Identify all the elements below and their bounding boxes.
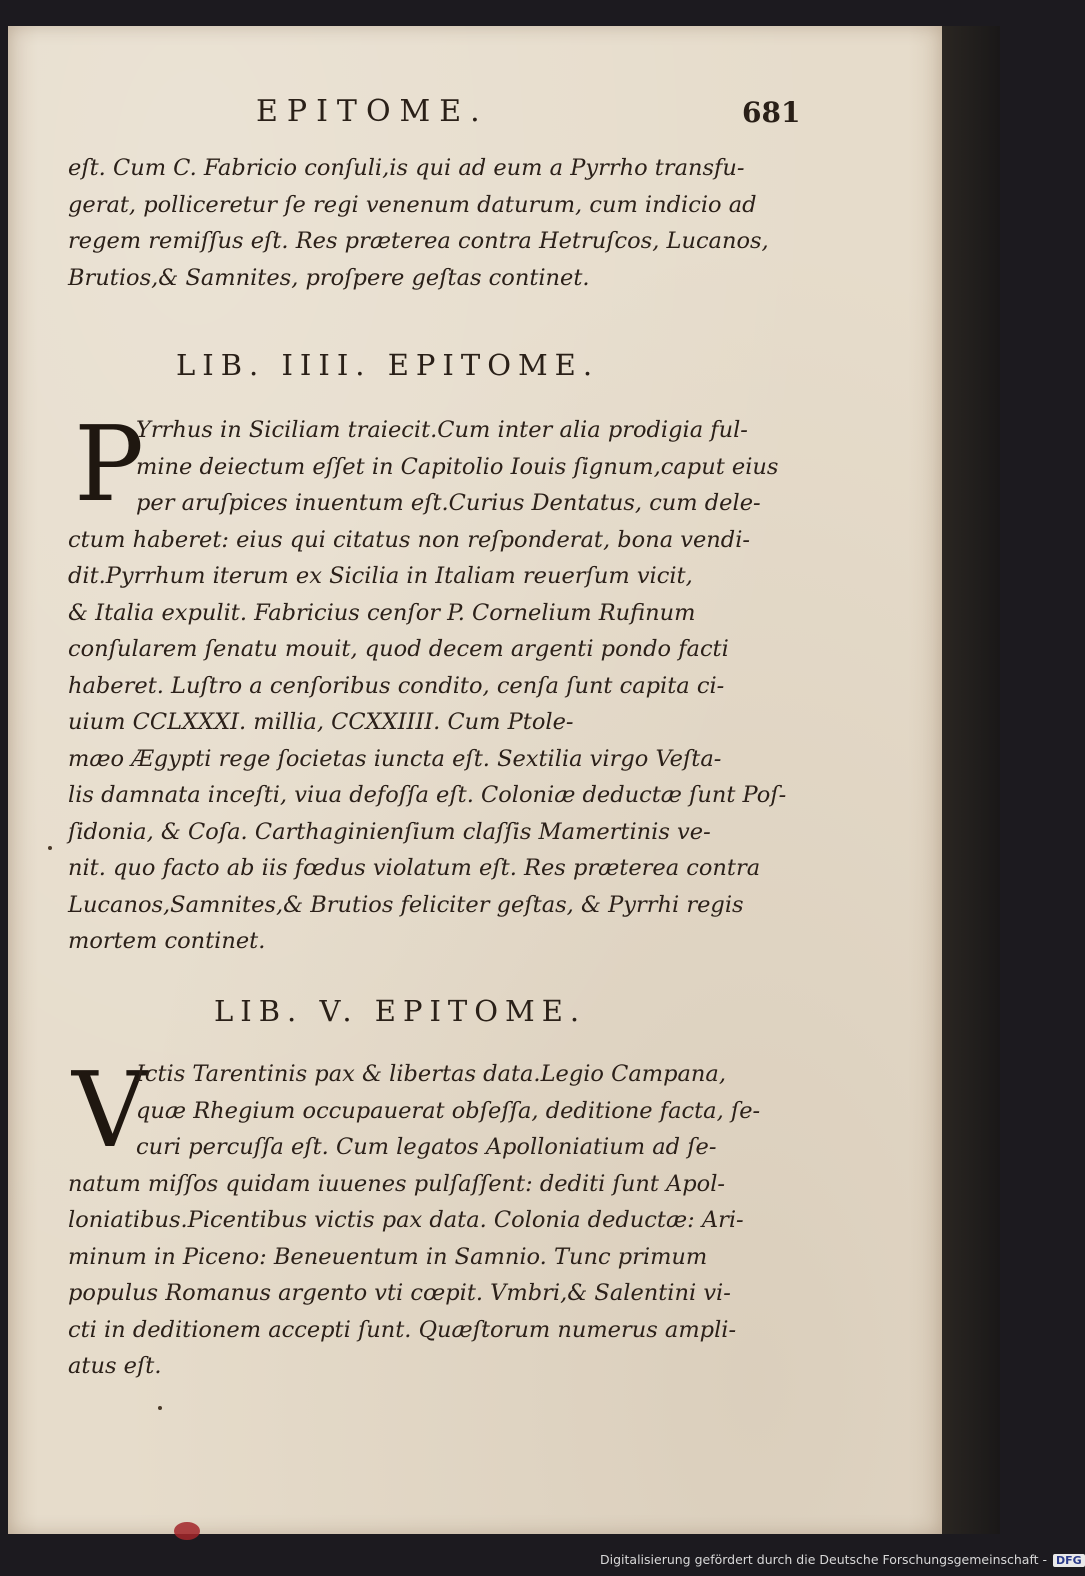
text-line: mine deiectum eſſet in Capitolio Iouis ſignum,caput eius: [136, 453, 779, 480]
text-line: dit.Pyrrhum iterum ex Sicilia in Italiam reuerſum vicit,: [68, 563, 693, 589]
text-line: regem remiſſus eſt. Res præterea contra Hetruſcos, Lucanos,: [68, 228, 769, 254]
text-line: atus eſt.: [68, 1353, 162, 1379]
text-line: populus Romanus argento vti cœpit. Vmbri,& Salentini vi-: [68, 1280, 731, 1306]
text-line: Ictis Tarentinis pax & libertas data.Legio Campana,: [136, 1061, 726, 1087]
text-line: curi percuſſa eſt. Cum legatos Apolloniatium ad ſe-: [136, 1134, 717, 1160]
red-stain: [174, 1522, 200, 1540]
paper-speck: [158, 1406, 162, 1410]
text-line: mortem continet.: [68, 928, 266, 954]
continuation-paragraph: [68, 150, 769, 296]
text-line: per aruſpices inuentum eſt.Curius Dentatus, cum dele-: [136, 490, 761, 516]
text-line: Yrrhus in Siciliam traiecit.Cum inter alia prodigia ful-: [136, 417, 748, 443]
text-line: quæ Rhegium occupauerat obſeſſa, deditione facta, ſe-: [136, 1097, 761, 1124]
text-line: loniatibus.Picentibus victis pax data. Colonia deductæ: Ari-: [68, 1207, 744, 1233]
text-line: eſt. Cum C. Fabricio conſuli,is qui ad eum a Pyrrho transfu-: [68, 155, 745, 181]
book-4-paragraph: [68, 403, 787, 960]
text-line: Brutios,& Samnites, proſpere geſtas continet.: [68, 264, 590, 291]
text-line: ctum haberet: eius qui citatus non reſponderat, bona vendi-: [68, 526, 750, 553]
running-title: EPITOME.: [256, 94, 489, 129]
text-line: & Italia expulit. Fabricius cenſor P. Cornelium Rufinum: [68, 599, 696, 626]
drop-cap-v: V: [72, 1049, 148, 1171]
book-5-paragraph: [68, 1049, 761, 1385]
drop-cap-p: P: [74, 403, 144, 525]
book-page: [8, 26, 942, 1534]
book-edge: [942, 26, 1000, 1534]
text-line: nit. quo facto ab iis fœdus violatum eſt. Res præterea contra: [68, 855, 761, 881]
page-header: [8, 74, 942, 129]
page-number: 681: [742, 96, 801, 129]
text-line: cti in deditionem accepti ſunt. Quæſtorum numerus ampli-: [68, 1316, 737, 1343]
text-line: lis damnata inceſti, viua defoſſa eſt. Coloniæ deductæ ſunt Poſ-: [68, 782, 787, 808]
credit-text: Digitalisierung gefördert durch die Deutsche Forschungsgemeinschaft -: [600, 1552, 1048, 1567]
text-line: natum miſſos quidam iuuenes pulſaſſent: dediti ſunt Apol-: [68, 1170, 726, 1197]
paper-speck: [48, 846, 52, 850]
text-line: Lucanos,Samnites,& Brutios feliciter geſtas, & Pyrrhi regis: [68, 891, 744, 918]
digitization-credit: [600, 1552, 1085, 1567]
text-line: gerat, polliceretur ſe regi venenum daturum, cum indicio ad: [68, 191, 757, 218]
section-title-book-4: LIB. IIII. EPITOME.: [176, 348, 600, 382]
text-line: haberet. Luſtro a cenſoribus condito, cenſa ſunt capita ci-: [68, 672, 725, 699]
text-line: minum in Piceno: Beneuentum in Samnio. Tunc primum: [68, 1243, 708, 1270]
text-line: ſidonia, & Coſa. Carthaginienſium claſſis Mamertinis ve-: [68, 818, 711, 845]
dfg-logo: DFG: [1053, 1554, 1085, 1567]
text-line: mæo Ægypti rege ſocietas iuncta eſt. Sextilia virgo Veſta-: [68, 745, 722, 772]
section-title-book-5: LIB. V. EPITOME.: [214, 994, 587, 1028]
text-line: uium CCLXXXI. millia, CCXXIIII. Cum Ptole-: [68, 709, 574, 735]
text-line: conſularem ſenatu mouit, quod decem argenti pondo facti: [68, 636, 729, 662]
